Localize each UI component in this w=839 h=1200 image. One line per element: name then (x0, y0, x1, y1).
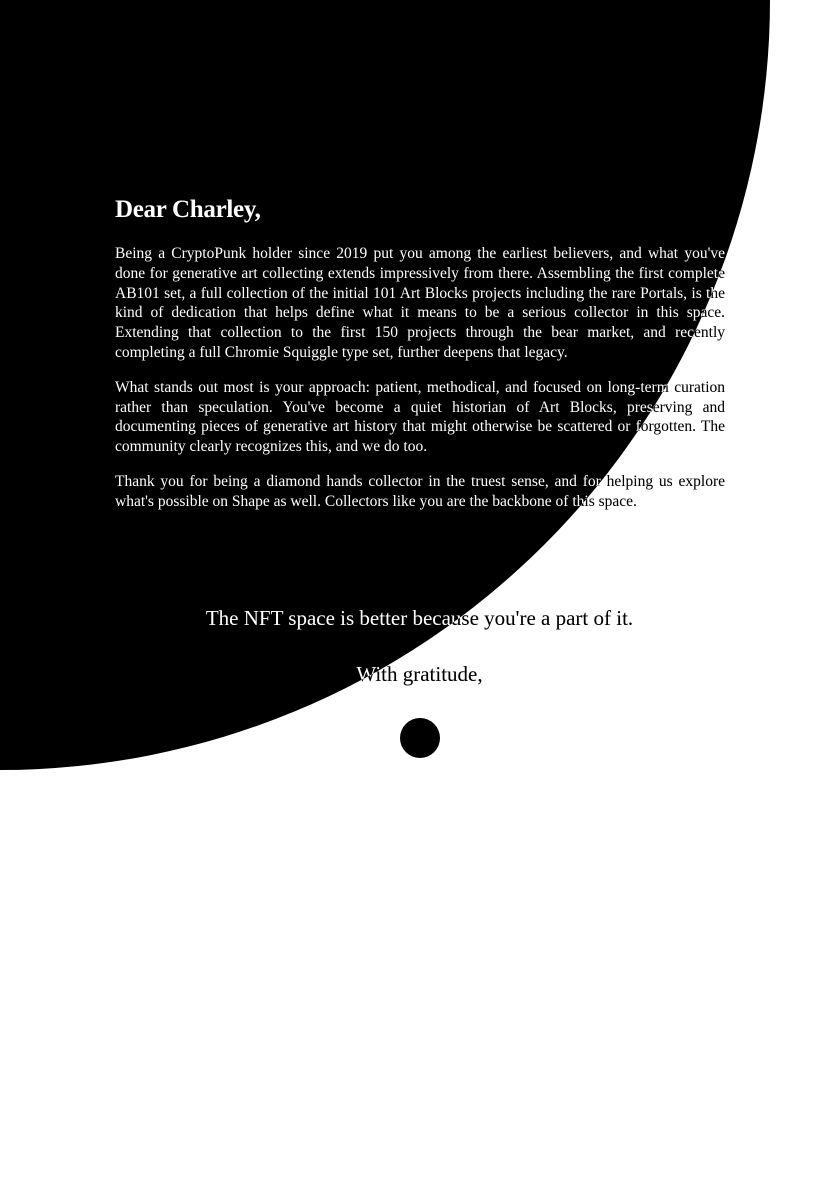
salutation: Dear Charley, (115, 196, 261, 223)
sign-off: With gratitude, (356, 662, 483, 686)
letter-body (115, 196, 725, 527)
black-dot-seal (400, 718, 440, 758)
paragraph-2: What stands out most is your approach: patient, methodical, and focused on long-term curation rather than speculation. You've become a quiet historian of Art Blocks, preserving and documenting pieces of generative art history that might otherwise be scattered or forgotten. The community clearly recognizes this, and we do too. (115, 378, 725, 456)
closing-line: The NFT space is better because you're a part of it. (205, 606, 634, 630)
paragraph-3: Thank you for being a diamond hands collector in the truest sense, and for helping us explore what's possible on Shape as well. Collectors like you are the backbone of this space. (115, 472, 725, 510)
paragraph-1: Being a CryptoPunk holder since 2019 put you among the earliest believers, and what you've done for generative art collecting extends impressively from there. Assembling the first complete AB101 set, a full collection of the initial 101 Art Blocks projects including the rare Portals, is the kind of dedication that helps define what it means to be a serious collector in this space. Extending that collection to the first 150 projects through the bear market, and recently completing a full Chromie Squiggle type set, further deepens that legacy. (115, 245, 725, 361)
